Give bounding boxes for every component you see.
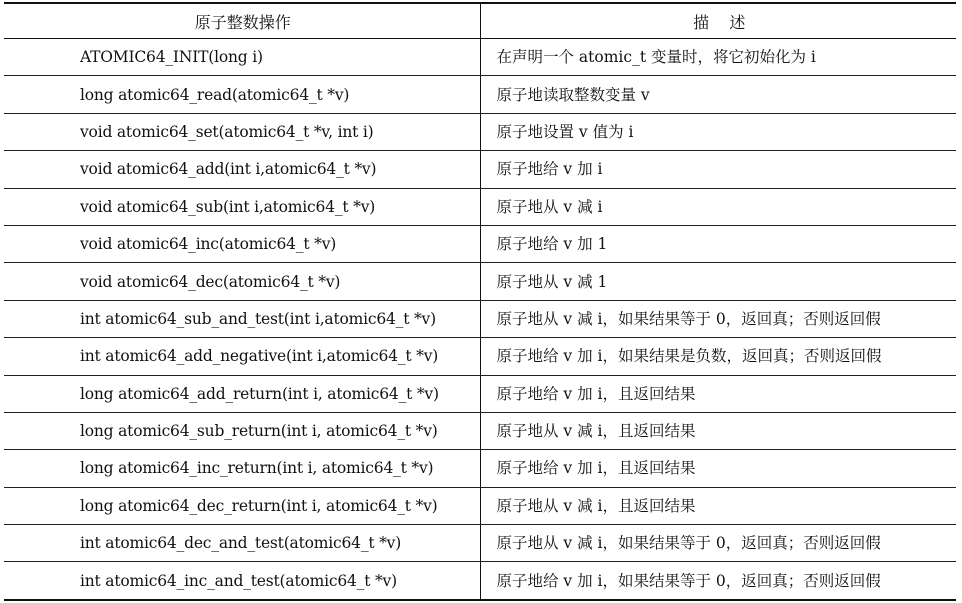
table-row — [4, 113, 956, 150]
operation-cell: ATOMIC64_INIT(long i) — [4, 39, 480, 76]
description-cell: 原子地从 v 减 i，且返回结果 — [480, 487, 956, 524]
table-header — [4, 3, 956, 39]
description-cell: 原子地给 v 加 i — [480, 151, 956, 188]
operation-cell: long atomic64_inc_return(int i, atomic64_t *v) — [4, 450, 480, 487]
description-cell: 原子地给 v 加 i，如果结果是负数，返回真；否则返回假 — [480, 338, 956, 375]
table-row — [4, 76, 956, 113]
operation-cell: void atomic64_inc(atomic64_t *v) — [4, 225, 480, 262]
description-cell: 在声明一个 atomic_t 变量时，将它初始化为 i — [480, 39, 956, 76]
operation-cell: long atomic64_add_return(int i, atomic64_t *v) — [4, 375, 480, 412]
description-cell: 原子地设置 v 值为 i — [480, 113, 956, 150]
operation-cell: void atomic64_set(atomic64_t *v, int i) — [4, 113, 480, 150]
operation-cell: long atomic64_read(atomic64_t *v) — [4, 76, 480, 113]
description-cell: 原子地从 v 减 i，如果结果等于 0，返回真；否则返回假 — [480, 300, 956, 337]
description-cell: 原子地给 v 加 i，如果结果等于 0，返回真；否则返回假 — [480, 562, 956, 600]
table-row — [4, 450, 956, 487]
table-row — [4, 487, 956, 524]
table-body — [4, 39, 956, 600]
description-cell: 原子地从 v 减 1 — [480, 263, 956, 300]
operation-cell: long atomic64_sub_return(int i, atomic64_t *v) — [4, 412, 480, 449]
header-row — [4, 3, 956, 39]
header-description: 描 述 — [480, 3, 956, 39]
operation-cell: int atomic64_dec_and_test(atomic64_t *v) — [4, 525, 480, 562]
table-row — [4, 225, 956, 262]
atomic64-operations-table — [4, 2, 956, 601]
table-row — [4, 300, 956, 337]
table-row — [4, 188, 956, 225]
operation-cell: void atomic64_add(int i,atomic64_t *v) — [4, 151, 480, 188]
description-cell: 原子地读取整数变量 v — [480, 76, 956, 113]
operation-cell: void atomic64_dec(atomic64_t *v) — [4, 263, 480, 300]
table-row — [4, 412, 956, 449]
operation-cell: int atomic64_inc_and_test(atomic64_t *v) — [4, 562, 480, 600]
table-row — [4, 562, 956, 600]
operation-cell: long atomic64_dec_return(int i, atomic64_t *v) — [4, 487, 480, 524]
table-row — [4, 263, 956, 300]
table-row — [4, 338, 956, 375]
description-cell: 原子地给 v 加 i，且返回结果 — [480, 375, 956, 412]
table-row — [4, 39, 956, 76]
operation-cell: void atomic64_sub(int i,atomic64_t *v) — [4, 188, 480, 225]
description-cell: 原子地从 v 减 i，且返回结果 — [480, 412, 956, 449]
description-cell: 原子地从 v 减 i，如果结果等于 0，返回真；否则返回假 — [480, 525, 956, 562]
table-row — [4, 375, 956, 412]
table-row — [4, 151, 956, 188]
description-cell: 原子地给 v 加 i，且返回结果 — [480, 450, 956, 487]
operation-cell: int atomic64_sub_and_test(int i,atomic64_t *v) — [4, 300, 480, 337]
description-cell: 原子地给 v 加 1 — [480, 225, 956, 262]
header-operation: 原子整数操作 — [4, 3, 480, 39]
description-cell: 原子地从 v 减 i — [480, 188, 956, 225]
table-row — [4, 525, 956, 562]
operation-cell: int atomic64_add_negative(int i,atomic64_t *v) — [4, 338, 480, 375]
